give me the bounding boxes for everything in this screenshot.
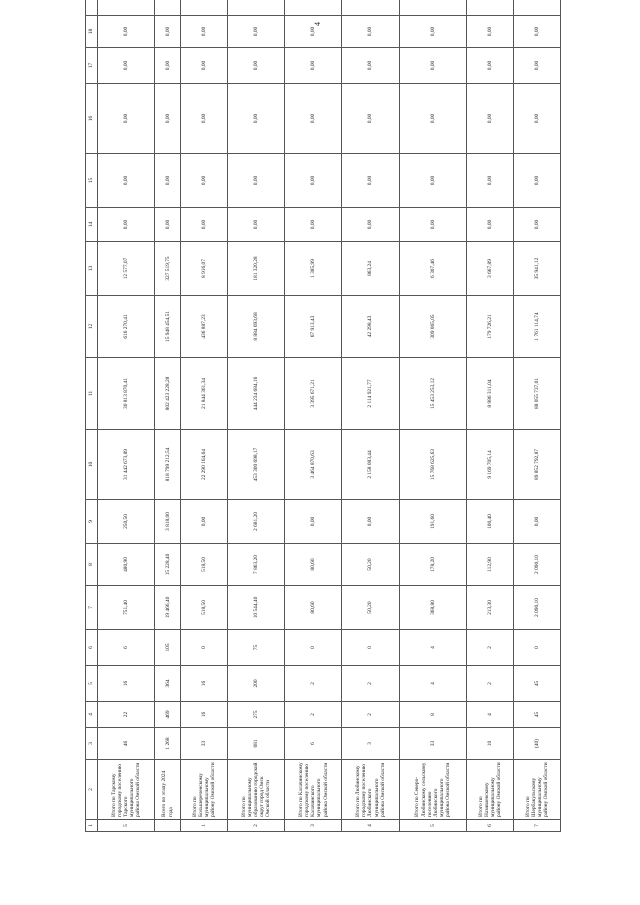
header-cell: 1 [86, 820, 98, 832]
table-cell: 0,00 [181, 84, 228, 154]
table-cell: 0 [181, 630, 228, 666]
table-cell: 0,00 [98, 16, 155, 48]
table-cell: 0,00 [399, 154, 467, 208]
table-cell: 0,00 [98, 84, 155, 154]
table-cell: 22 290 164,64 [181, 430, 228, 500]
table-row [467, 0, 514, 832]
row-number-cell [155, 820, 181, 832]
table-cell: 0 [342, 630, 399, 666]
table-cell: 6 [98, 630, 155, 666]
table-cell: 453 300 698,17 [227, 430, 284, 500]
table-cell: 0,00 [399, 48, 467, 84]
table-cell: 15 768 625,63 [399, 430, 467, 500]
table-cell: 112,90 [467, 544, 514, 586]
table-cell: 0,00 [467, 208, 514, 242]
table-cell: 681 [227, 728, 284, 760]
table-cell: 2 [285, 702, 342, 728]
page-number: 4 [313, 22, 322, 26]
row-number-cell: 5 [98, 820, 155, 832]
table-cell: 0,00 [98, 48, 155, 84]
header-cell: 15 [86, 154, 98, 208]
header-cell: 7 [86, 586, 98, 630]
table-cell: 0,00 [514, 154, 561, 208]
row-name-cell: Итого по Шербакульскому муниципальному району Омской области [514, 760, 561, 820]
table-cell: 191,60 [399, 500, 467, 544]
table-cell: 0,00 [342, 16, 399, 48]
table-cell: 10 [467, 728, 514, 760]
table-cell [467, 0, 514, 16]
table-cell: 50,20 [342, 544, 399, 586]
header-cell: 16 [86, 84, 98, 154]
data-table [85, 0, 561, 832]
table-cell: 1 385,99 [285, 242, 342, 296]
table-cell: 0,00 [342, 500, 399, 544]
header-cell: 14 [86, 208, 98, 242]
header-cell: 3 [86, 728, 98, 760]
table-cell: 0,00 [285, 16, 342, 48]
header-cell: 8 [86, 544, 98, 586]
table-cell: 0,00 [227, 16, 284, 48]
table-cell: 33 [181, 728, 228, 760]
table-cell: 0,00 [399, 16, 467, 48]
table-cell: 80,60 [285, 586, 342, 630]
row-number-cell: 7 [514, 820, 561, 832]
table-cell: 0,00 [181, 208, 228, 242]
table-cell: 4 [399, 630, 467, 666]
table-cell: (40) [514, 728, 561, 760]
table-cell: 802 423 228,28 [155, 358, 181, 430]
table-cell: 42 298,43 [342, 296, 399, 358]
table-cell: 8 916,07 [181, 242, 228, 296]
table-cell: 0,00 [285, 48, 342, 84]
table-cell: 0,00 [399, 84, 467, 154]
table-cell: 0,00 [467, 16, 514, 48]
table-cell: 46 [98, 728, 155, 760]
table-cell: 8 884 693,68 [227, 296, 284, 358]
table-cell: 21 844 361,34 [181, 358, 228, 430]
header-cell: 9 [86, 500, 98, 544]
row-number-cell: 6 [467, 820, 514, 832]
table-cell: 200 [227, 666, 284, 702]
row-number-cell: 5 [399, 820, 467, 832]
table-cell: 0,00 [181, 500, 228, 544]
table-cell: 518,50 [181, 544, 228, 586]
table-cell: 364 [155, 666, 181, 702]
table-cell: 0,00 [227, 208, 284, 242]
header-cell: 18 [86, 16, 98, 48]
table-cell: 15 453 253,12 [399, 358, 467, 430]
table-cell [181, 0, 228, 16]
table-cell: 616 270,41 [98, 296, 155, 358]
header-cell: 10 [86, 430, 98, 500]
table-cell: 181 320,28 [227, 242, 284, 296]
table-cell: 50,20 [342, 586, 399, 630]
table-cell: 0,00 [285, 84, 342, 154]
table-cell: 275 [227, 702, 284, 728]
table-cell: 16 [98, 666, 155, 702]
table-cell [514, 0, 561, 16]
table-cell: 100,40 [467, 500, 514, 544]
table-cell: 33 [399, 728, 467, 760]
table-cell: 3 667,89 [467, 242, 514, 296]
row-name-cell: Итого по Називаевскому муниципальному району Омской области [467, 760, 514, 820]
table-cell: 0,00 [227, 48, 284, 84]
table-cell: 12 577,07 [98, 242, 155, 296]
table-cell: 327 519,75 [155, 242, 181, 296]
row-name-cell: Итого по муниципальному образованию городской округ город Омск Омской области [227, 760, 284, 820]
table-cell: 436 887,23 [181, 296, 228, 358]
header-cell: 5 [86, 666, 98, 702]
table-cell [285, 0, 342, 16]
table-body [98, 0, 561, 832]
rotated-table-wrapper [85, 26, 561, 832]
table-cell: 0,00 [467, 48, 514, 84]
table-cell: 0,00 [98, 154, 155, 208]
table-cell: 3 818,00 [155, 500, 181, 544]
table-cell: 4 [467, 702, 514, 728]
table-cell: 0,00 [227, 154, 284, 208]
table-cell: 2 [342, 702, 399, 728]
table-cell: 0,00 [181, 16, 228, 48]
row-number-cell: 3 [285, 820, 342, 832]
table-cell: 45 [514, 666, 561, 702]
table-cell [342, 0, 399, 16]
table-cell: 0,00 [155, 84, 181, 154]
header-cell: 17 [86, 48, 98, 84]
table-cell: 0,00 [342, 208, 399, 242]
table-cell: 6 [285, 728, 342, 760]
table-cell: 0,00 [399, 208, 467, 242]
header-cell: 4 [86, 702, 98, 728]
table-cell: 0,00 [181, 154, 228, 208]
table-cell: 105 [155, 630, 181, 666]
table-cell: 30 813 870,41 [98, 358, 155, 430]
table-cell: 2 [467, 630, 514, 666]
table-cell: 35 941,12 [514, 242, 561, 296]
table-row [227, 0, 284, 832]
table-cell: 0,00 [514, 208, 561, 242]
table-cell: 213,30 [467, 586, 514, 630]
table-cell: 2 090,10 [514, 544, 561, 586]
table-cell: 10 544,40 [227, 586, 284, 630]
table-cell: 179 726,21 [467, 296, 514, 358]
table-cell: 2 114 921,77 [342, 358, 399, 430]
header-row [86, 0, 98, 832]
row-name-cell: Итого по Северо-Любинскому сельскому поселению Любинского муниципального района Омской области [399, 760, 467, 820]
row-name-cell: Итого по Калачинскому городскому поселению Калачинского муниципального района Омской области [285, 760, 342, 820]
header-cell: 6 [86, 630, 98, 666]
table-cell: 0,00 [467, 154, 514, 208]
table-cell: 31 442 673,89 [98, 430, 155, 500]
table-cell: 15 948 454,51 [155, 296, 181, 358]
table-cell: 444 234 684,16 [227, 358, 284, 430]
row-name-cell: Всего по этапу 2024 года [155, 760, 181, 820]
table-cell: 0,00 [342, 84, 399, 154]
table-cell: 0,00 [155, 154, 181, 208]
table-cell: 3 464 870,63 [285, 430, 342, 500]
table-cell: 368,80 [399, 586, 467, 630]
table-cell: 1 761 114,74 [514, 296, 561, 358]
table-cell: 89 852 792,87 [514, 430, 561, 500]
table-cell: 309 065,05 [399, 296, 467, 358]
table-cell: 2 681,20 [227, 500, 284, 544]
table-cell: 88 055 737,01 [514, 358, 561, 430]
table-cell: 0,00 [285, 208, 342, 242]
row-name-cell: Итого по Тарскому городскому поселению Тарского муниципального района Омской области [98, 760, 155, 820]
row-name-cell: Итого по Большереченскому муниципальному району Омской области [181, 760, 228, 820]
table-cell [399, 0, 467, 16]
header-cell [86, 0, 98, 16]
table-cell: 863,24 [342, 242, 399, 296]
table-cell [155, 0, 181, 16]
table-cell: 9 169 705,14 [467, 430, 514, 500]
table-cell: 16 [181, 702, 228, 728]
table-cell: 178,20 [399, 544, 467, 586]
table-cell: 751,40 [98, 586, 155, 630]
table-cell: 2 158 083,44 [342, 430, 399, 500]
table-cell: 7 863,20 [227, 544, 284, 586]
row-name-cell: Итого по Любинскому городскому поселению Любинского муниципального района Омской области [342, 760, 399, 820]
table-cell: 2 090,10 [514, 586, 561, 630]
header-cell: 12 [86, 296, 98, 358]
table-cell: 518,50 [181, 586, 228, 630]
row-number-cell: 4 [342, 820, 399, 832]
table-cell: 19 466,40 [155, 586, 181, 630]
table-cell: 480,90 [98, 544, 155, 586]
table-cell: 2 [467, 666, 514, 702]
table-cell: 0 [514, 630, 561, 666]
table-row [285, 0, 342, 832]
table-cell: 2 [342, 666, 399, 702]
table-cell: 8 986 311,04 [467, 358, 514, 430]
table-cell: 0,00 [155, 208, 181, 242]
table-cell: 0,00 [181, 48, 228, 84]
row-number-cell: 1 [181, 820, 228, 832]
table-cell: 67 913,43 [285, 296, 342, 358]
table-cell: 1 268 [155, 728, 181, 760]
table-cell: 8 [399, 702, 467, 728]
table-cell: 0,00 [342, 154, 399, 208]
table-cell: 250,50 [98, 500, 155, 544]
table-cell: 15 228,40 [155, 544, 181, 586]
header-cell: 11 [86, 358, 98, 430]
table-cell: 0,00 [227, 84, 284, 154]
header-cell: 13 [86, 242, 98, 296]
table-row [98, 0, 155, 832]
table-cell: 3 [342, 728, 399, 760]
table-cell: 0,00 [467, 84, 514, 154]
table-cell: 6 307,46 [399, 242, 467, 296]
table-cell [227, 0, 284, 16]
table-row [399, 0, 467, 832]
table-cell: 2 [285, 666, 342, 702]
table-cell: 0,00 [285, 500, 342, 544]
table-row [155, 0, 181, 832]
table-cell: 0,00 [98, 208, 155, 242]
row-number-cell: 2 [227, 820, 284, 832]
table-row [342, 0, 399, 832]
table-cell: 0,00 [155, 48, 181, 84]
table-cell: 0,00 [342, 48, 399, 84]
table-cell: 75 [227, 630, 284, 666]
table-row [514, 0, 561, 832]
table-cell: 0,00 [285, 154, 342, 208]
table-cell: 0,00 [514, 16, 561, 48]
table-cell: 45 [514, 702, 561, 728]
table-cell [98, 0, 155, 16]
table-cell: 3 395 671,21 [285, 358, 342, 430]
table-cell: 4 [399, 666, 467, 702]
table-cell: 0,00 [155, 16, 181, 48]
table-cell: 22 [98, 702, 155, 728]
table-cell: 80,60 [285, 544, 342, 586]
table-cell: 16 [181, 666, 228, 702]
table-row [181, 0, 228, 832]
table-cell: 469 [155, 702, 181, 728]
header-cell: 2 [86, 760, 98, 820]
table-cell: 0 [285, 630, 342, 666]
table-cell: 0,00 [514, 84, 561, 154]
table-cell: 0,00 [514, 48, 561, 84]
table-cell: 0,00 [514, 500, 561, 544]
table-cell: 818 799 212,54 [155, 430, 181, 500]
